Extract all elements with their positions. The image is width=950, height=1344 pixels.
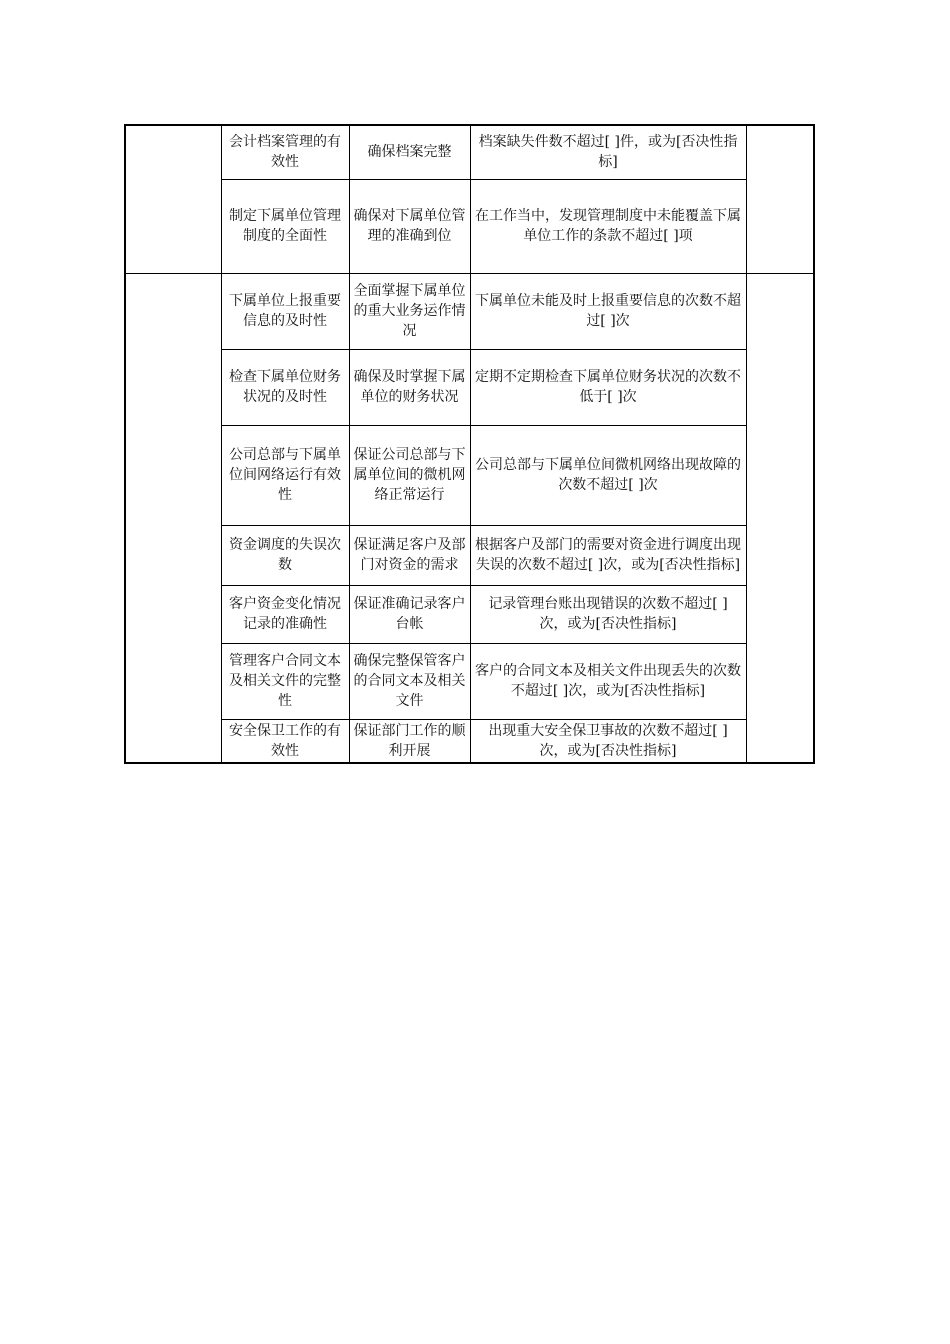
kpi-goal-cell: 保证部门工作的顺利开展 [349, 719, 470, 763]
kpi-goal-cell: 确保完整保管客户的合同文本及相关文件 [349, 643, 470, 719]
table-row [125, 125, 814, 179]
table-row [125, 525, 814, 585]
kpi-standard-cell: 档案缺失件数不超过[ ]件，或为[否决性指标] [470, 125, 746, 179]
table-row [125, 425, 814, 525]
kpi-item-cell: 客户资金变化情况记录的准确性 [221, 585, 349, 643]
kpi-standard-cell: 记录管理台账出现错误的次数不超过[ ]次，或为[否决性指标] [470, 585, 746, 643]
remark-cell [746, 273, 814, 763]
kpi-standard-cell: 定期不定期检查下属单位财务状况的次数不低于[ ]次 [470, 349, 746, 425]
kpi-item-cell: 会计档案管理的有效性 [221, 125, 349, 179]
kpi-goal-cell: 确保及时掌握下属单位的财务状况 [349, 349, 470, 425]
table-row [125, 349, 814, 425]
kpi-item-cell: 检查下属单位财务状况的及时性 [221, 349, 349, 425]
kpi-goal-cell: 确保档案完整 [349, 125, 470, 179]
table-row [125, 179, 814, 273]
table-row [125, 273, 814, 349]
kpi-item-cell: 公司总部与下属单位间网络运行有效性 [221, 425, 349, 525]
kpi-goal-cell: 保证满足客户及部门对资金的需求 [349, 525, 470, 585]
kpi-goal-cell: 保证公司总部与下属单位间的微机网络正常运行 [349, 425, 470, 525]
table-row [125, 585, 814, 643]
kpi-table [124, 124, 815, 764]
kpi-item-cell: 资金调度的失误次数 [221, 525, 349, 585]
category-cell [125, 125, 221, 273]
kpi-standard-cell: 根据客户及部门的需要对资金进行调度出现失误的次数不超过[ ]次，或为[否决性指标] [470, 525, 746, 585]
table-row [125, 643, 814, 719]
kpi-standard-cell: 公司总部与下属单位间微机网络出现故障的次数不超过[ ]次 [470, 425, 746, 525]
kpi-standard-cell: 在工作当中，发现管理制度中未能覆盖下属单位工作的条款不超过[ ]项 [470, 179, 746, 273]
table-row [125, 719, 814, 763]
category-cell [125, 273, 221, 763]
kpi-item-cell: 制定下属单位管理制度的全面性 [221, 179, 349, 273]
kpi-standard-cell: 客户的合同文本及相关文件出现丢失的次数不超过[ ]次，或为[否决性指标] [470, 643, 746, 719]
kpi-item-cell: 管理客户合同文本及相关文件的完整性 [221, 643, 349, 719]
kpi-goal-cell: 全面掌握下属单位的重大业务运作情况 [349, 273, 470, 349]
kpi-item-cell: 安全保卫工作的有效性 [221, 719, 349, 763]
kpi-goal-cell: 确保对下属单位管理的准确到位 [349, 179, 470, 273]
kpi-standard-cell: 出现重大安全保卫事故的次数不超过[ ]次，或为[否决性指标] [470, 719, 746, 763]
kpi-standard-cell: 下属单位未能及时上报重要信息的次数不超过[ ]次 [470, 273, 746, 349]
remark-cell [746, 125, 814, 273]
kpi-goal-cell: 保证准确记录客户台帐 [349, 585, 470, 643]
kpi-item-cell: 下属单位上报重要信息的及时性 [221, 273, 349, 349]
